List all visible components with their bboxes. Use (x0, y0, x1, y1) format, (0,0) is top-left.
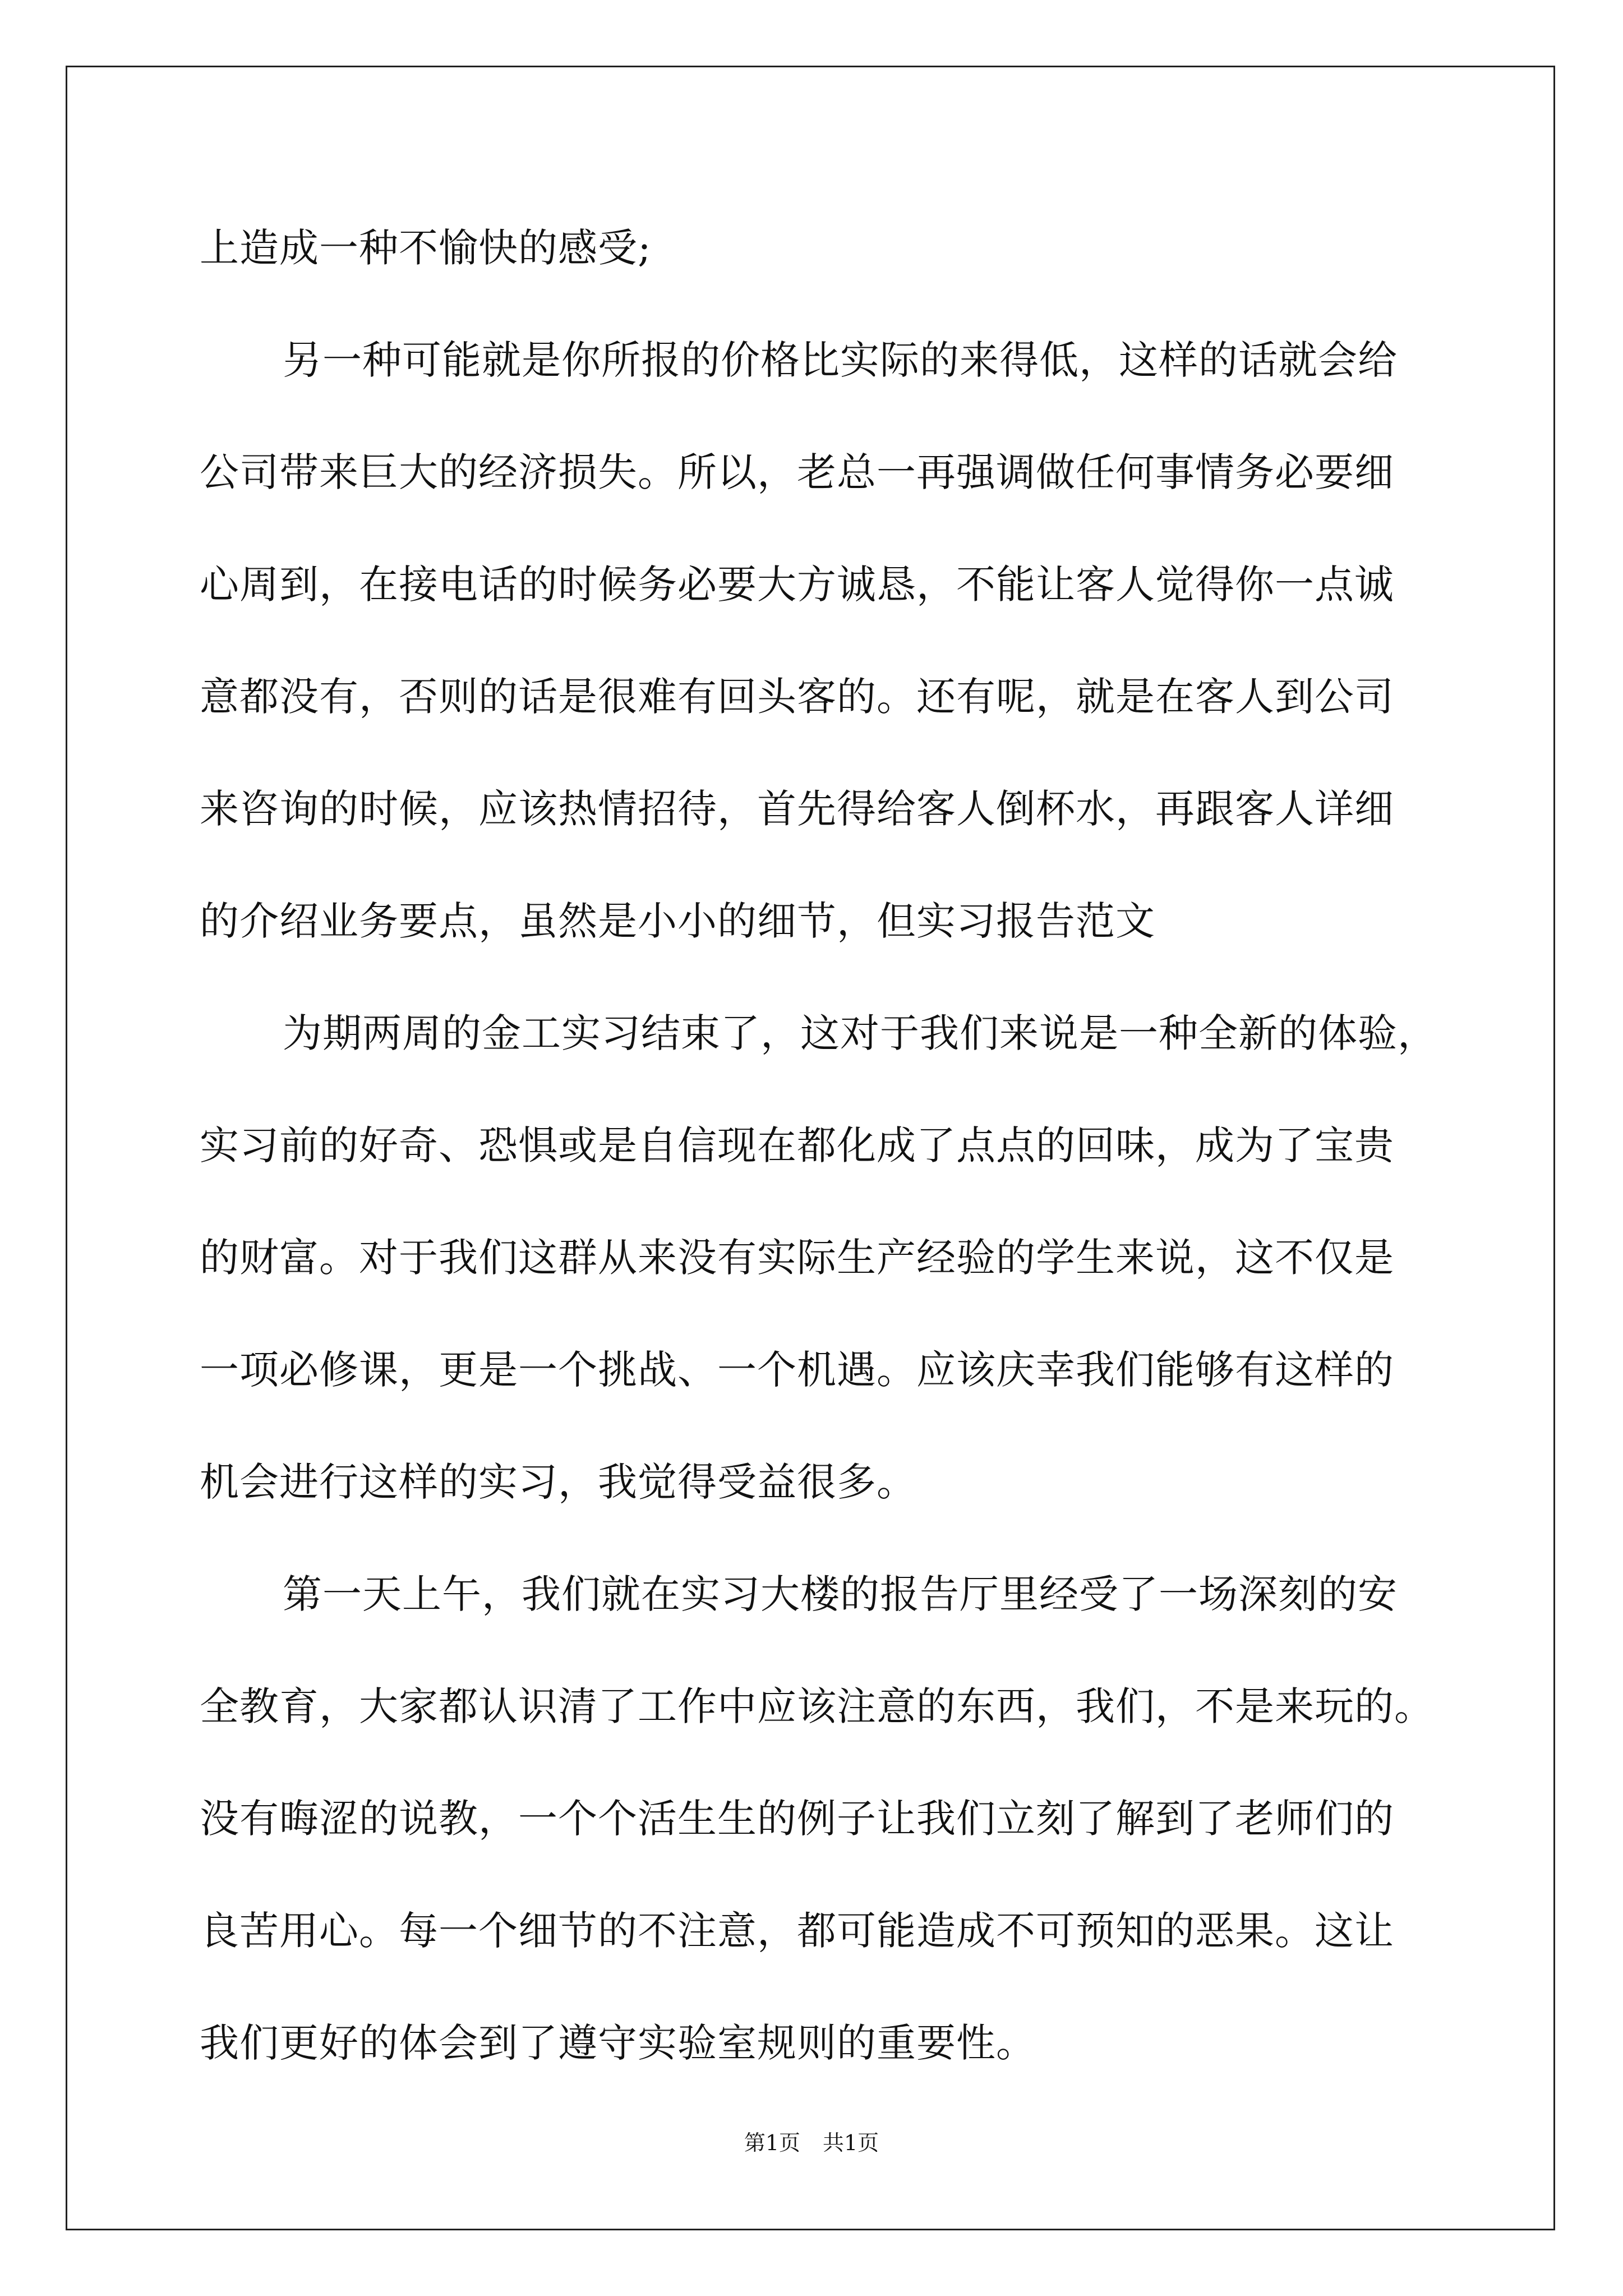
text-line: 意都没有，否则的话是很难有回头客的。还有呢，就是在客人到公司 (200, 674, 1394, 720)
text-line: 全教育，大家都认识清了工作中应该注意的东西，我们，不是来玩的。 (200, 1683, 1434, 1729)
text-line: 来咨询的时候，应该热情招待，首先得给客人倒杯水，再跟客人详细 (200, 786, 1394, 832)
text-line: 的介绍业务要点，虽然是小小的细节，但实习报告范文 (200, 898, 1155, 944)
text-line: 一项必修课，更是一个挑战、一个机遇。应该庆幸我们能够有这样的 (200, 1347, 1394, 1393)
paragraph-first-line: 为期两周的金工实习结束了，这对于我们来说是一种全新的体验， (283, 1010, 1437, 1056)
text-line: 我们更好的体会到了遵守实验室规则的重要性。 (200, 2020, 1036, 2066)
page-number: 第1页 (744, 2131, 800, 2155)
text-line: 上造成一种不愉快的感受; (200, 225, 652, 271)
text-line: 实习前的好奇、恐惧或是自信现在都化成了点点的回味，成为了宝贵 (200, 1122, 1394, 1168)
text-line: 的财富。对于我们这群从来没有实际生产经验的学生来说，这不仅是 (200, 1235, 1394, 1281)
text-line: 心周到，在接电话的时候务必要大方诚恳，不能让客人觉得你一点诚 (200, 562, 1394, 608)
paragraph-first-line: 另一种可能就是你所报的价格比实际的来得低，这样的话就会给 (283, 337, 1398, 383)
text-line: 机会进行这样的实习，我觉得受益很多。 (200, 1459, 916, 1505)
text-line: 公司带来巨大的经济损失。所以，老总一再强调做任何事情务必要细 (200, 449, 1394, 495)
text-line: 没有晦涩的说教，一个个活生生的例子让我们立刻了解到了老师们的 (200, 1796, 1394, 1842)
page-footer (0, 2126, 1623, 2160)
text-line: 良苦用心。每一个细节的不注意，都可能造成不可预知的恶果。这让 (200, 1908, 1394, 1954)
page-total: 共1页 (823, 2131, 879, 2155)
paragraph-first-line: 第一天上午，我们就在实习大楼的报告厅里经受了一场深刻的安 (283, 1571, 1398, 1617)
